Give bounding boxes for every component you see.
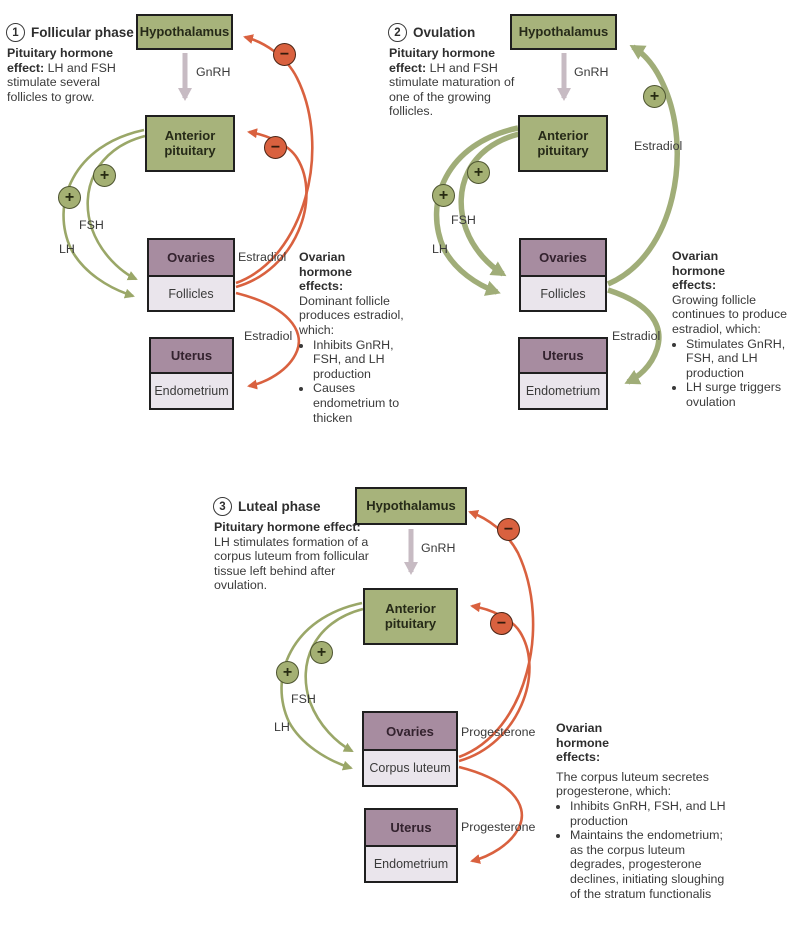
- effects-intro: Dominant follicle produces estradiol, which:: [299, 293, 404, 337]
- uterus-label: Uterus: [151, 339, 232, 374]
- effects-heading: Ovarian hormone effects:: [299, 250, 353, 294]
- minus-icon: −: [273, 43, 296, 66]
- uterus-label: Uterus: [366, 810, 456, 847]
- progesterone-label-bottom: Progesterone: [461, 820, 536, 834]
- effects-intro: Growing follicle continues to produce estradiol, which:: [672, 292, 788, 336]
- pituitary-effect-body: LH and FSH stimulate maturation of one of the growing follicles.: [389, 60, 515, 119]
- effects-bullet: • Inhibits GnRH, FSH, and LH production: [570, 799, 732, 828]
- ovarian-hormone-effects: [556, 721, 732, 901]
- plus-icon: +: [643, 85, 666, 108]
- pituitary-effect-body: LH and FSH stimulate several follicles to grow.: [7, 60, 116, 104]
- uterus-box: [149, 337, 234, 410]
- effects-bullet-list: [556, 799, 732, 901]
- ovarian-hormone-effects: [672, 249, 800, 410]
- plus-icon: +: [432, 184, 455, 207]
- endometrium-label: Endometrium: [366, 847, 456, 881]
- effects-bullet: • Stimulates GnRH, FSH, and LH production: [686, 337, 800, 381]
- uterus-label: Uterus: [520, 339, 606, 374]
- plus-icon: +: [467, 161, 490, 184]
- fsh-label: FSH: [291, 692, 316, 706]
- anterior-pituitary-box: Anterior pituitary: [145, 115, 235, 172]
- step-number-badge: 1: [6, 23, 25, 42]
- follicles-label: Follicles: [521, 277, 605, 310]
- panel-title-luteal: [213, 497, 321, 516]
- lh-arrow: [282, 603, 362, 768]
- plus-icon: +: [93, 164, 116, 187]
- plus-icon: +: [310, 641, 333, 664]
- fsh-arrow: [461, 134, 519, 274]
- hypothalamus-box: Hypothalamus: [510, 14, 617, 50]
- effects-bullet-list: [672, 337, 800, 410]
- gnrh-label: GnRH: [421, 541, 456, 555]
- follicles-label: Follicles: [149, 277, 233, 310]
- plus-icon: +: [276, 661, 299, 684]
- pituitary-hormone-effect-text: [389, 46, 521, 119]
- fsh-arrow: [306, 609, 363, 751]
- ovaries-label: Ovaries: [521, 240, 605, 277]
- progesterone-to-endometrium-arrow: [459, 767, 522, 861]
- corpus-luteum-label: Corpus luteum: [364, 751, 456, 785]
- pituitary-effect-label: Pituitary hormone effect:: [389, 46, 496, 75]
- lh-arrow: [437, 128, 518, 292]
- panel-title-text: Luteal phase: [238, 499, 321, 514]
- estradiol-inhibit-hypothalamus-arrow: [236, 37, 312, 283]
- plus-icon: +: [58, 186, 81, 209]
- endometrium-label: Endometrium: [520, 374, 606, 408]
- panel-title-text: Follicular phase: [31, 25, 134, 40]
- pituitary-hormone-effect-text: [214, 520, 372, 593]
- effects-heading: Ovarian hormone effects:: [672, 249, 726, 293]
- hypothalamus-box: Hypothalamus: [136, 14, 233, 50]
- step-number-badge: 2: [388, 23, 407, 42]
- estradiol-label-bottom: Estradiol: [244, 329, 293, 343]
- minus-icon: −: [497, 518, 520, 541]
- effects-bullet: • Causes endometrium to thicken: [313, 381, 421, 425]
- estradiol-stimulate-hypothalamus-arrow: [608, 47, 677, 284]
- lh-arrow: [64, 130, 144, 296]
- progesterone-label-top: Progesterone: [461, 725, 536, 739]
- lh-label: LH: [274, 720, 290, 734]
- pituitary-effect-body: LH stimulates formation of a corpus luteum from follicular tissue left behind after ovulation.: [214, 534, 369, 593]
- ovaries-box: [519, 238, 607, 312]
- pituitary-hormone-effect-text: [7, 46, 137, 104]
- panel-title-follicular: [6, 23, 134, 42]
- ovaries-label: Ovaries: [149, 240, 233, 277]
- anterior-pituitary-box: Anterior pituitary: [363, 588, 458, 645]
- gnrh-label: GnRH: [196, 65, 231, 79]
- minus-icon: −: [490, 612, 513, 635]
- uterus-box: [364, 808, 458, 883]
- pituitary-effect-label: Pituitary hormone effect:: [7, 46, 114, 75]
- fsh-arrow: [88, 136, 145, 279]
- ovaries-label: Ovaries: [364, 713, 456, 751]
- fsh-label: FSH: [451, 213, 476, 227]
- minus-icon: −: [264, 136, 287, 159]
- effects-bullet: • LH surge triggers ovulation: [686, 380, 800, 409]
- effects-heading: Ovarian hormone effects:: [556, 721, 610, 765]
- lh-label: LH: [432, 242, 448, 256]
- pituitary-effect-label: Pituitary hormone effect:: [214, 520, 361, 534]
- ovarian-hormone-effects: [299, 250, 421, 425]
- estradiol-label-top: Estradiol: [238, 250, 287, 264]
- lh-label: LH: [59, 242, 75, 256]
- effects-bullet: • Maintains the endometrium; as the corpus luteum degrades, progesterone declines, initiating sloughing of the stratum functionalis: [570, 828, 732, 901]
- effects-intro: The corpus luteum secretes progesterone, which:: [556, 769, 709, 799]
- fsh-label: FSH: [79, 218, 104, 232]
- endometrium-label: Endometrium: [151, 374, 232, 408]
- gnrh-label: GnRH: [574, 65, 609, 79]
- estradiol-label-bottom: Estradiol: [612, 329, 661, 343]
- step-number-badge: 3: [213, 497, 232, 516]
- estradiol-label-top: Estradiol: [634, 139, 683, 153]
- panel-title-ovulation: [388, 23, 475, 42]
- effects-bullet-list: [299, 338, 421, 426]
- ovaries-box: [362, 711, 458, 787]
- hypothalamus-box: Hypothalamus: [355, 487, 467, 525]
- anterior-pituitary-box: Anterior pituitary: [518, 115, 608, 172]
- effects-bullet: • Inhibits GnRH, FSH, and LH production: [313, 338, 421, 382]
- uterus-box: [518, 337, 608, 410]
- panel-title-text: Ovulation: [413, 25, 476, 40]
- ovaries-box: [147, 238, 235, 312]
